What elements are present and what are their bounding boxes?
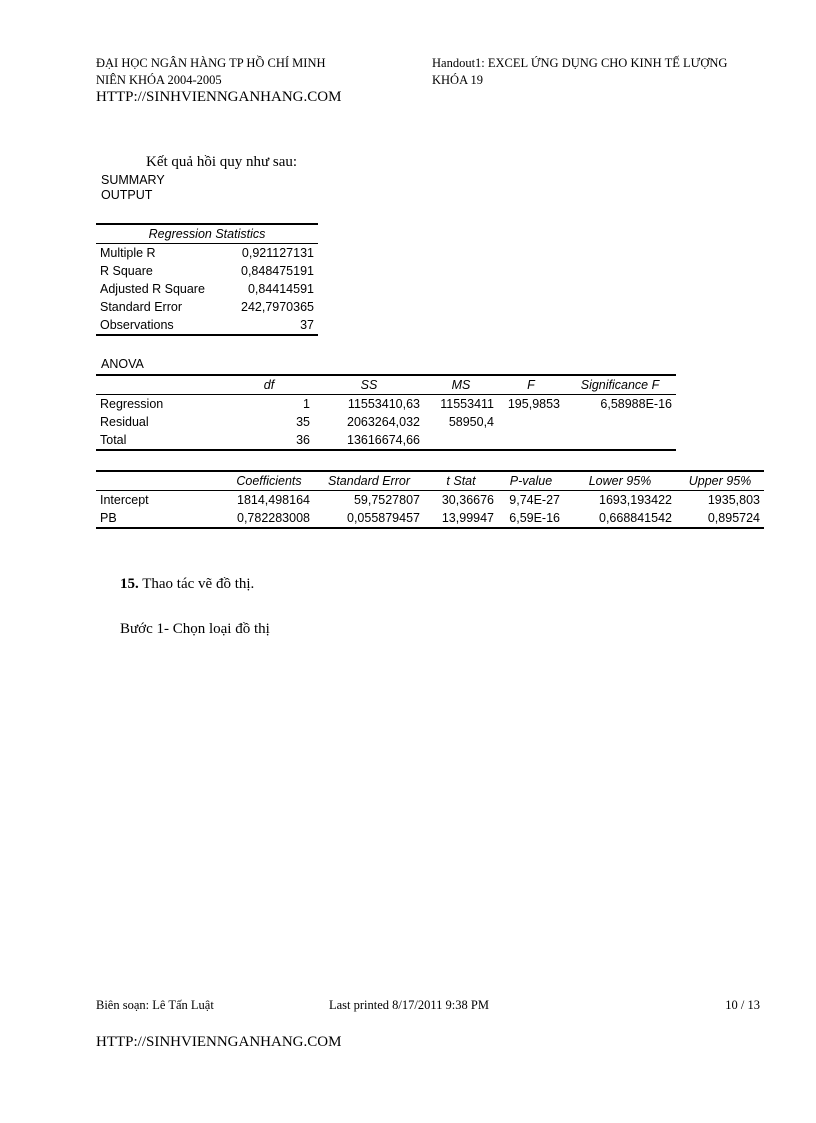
header-url: HTTP://SINHVIENNGANHANG.COM (96, 89, 342, 105)
table-row (96, 262, 318, 280)
section-heading (120, 576, 254, 593)
coefficients-header-cell: Lower 95% (564, 471, 676, 491)
summary-line1: SUMMARY (101, 173, 165, 187)
stat-label: Observations (96, 316, 225, 335)
summary-line2: OUTPUT (101, 188, 153, 202)
coefficients-header-cell: t Stat (424, 471, 498, 491)
table-cell: 0,782283008 (224, 509, 314, 528)
table-cell (498, 413, 564, 431)
table-row (96, 491, 764, 510)
coefficients-header-cell: Coefficients (224, 471, 314, 491)
table-row (96, 509, 764, 528)
table-cell: Intercept (100, 493, 149, 507)
footer-page-number: 10 / 13 (725, 998, 760, 1012)
table-cell: PB (96, 509, 224, 528)
header-right-line2: KHÓA 19 (432, 73, 484, 87)
section-step: Bước 1- Chọn loại đồ thị (120, 621, 270, 637)
table-cell: 2063264,032 (347, 415, 420, 429)
table-row (96, 298, 318, 316)
coefficients-header-row (96, 471, 764, 491)
stat-value: 0,84414591 (247, 282, 314, 296)
stat-label: R Square (100, 264, 153, 278)
stat-value: 0,921127131 (241, 246, 314, 260)
table-cell: 6,58988E-16 (600, 397, 672, 411)
table-cell: 58950,4 (448, 415, 494, 429)
coefficients-header-cell: Standard Error (314, 471, 424, 491)
header-left-line2: NIÊN KHÓA 2004-2005 (96, 73, 222, 87)
table-cell: 36 (224, 431, 314, 450)
stat-label: Standard Error (100, 300, 182, 314)
table-cell: 1693,193422 (599, 493, 672, 507)
table-cell (424, 431, 498, 450)
table-cell: 0,895724 (676, 509, 764, 528)
table-cell: 0,668841542 (564, 509, 676, 528)
table-row (96, 395, 676, 414)
table-cell: Residual (100, 415, 149, 429)
footer-printed: Last printed 8/17/2011 9:38 PM (329, 998, 489, 1012)
anova-header-cell: df (224, 375, 314, 395)
table-row (96, 280, 318, 298)
regression-statistics-header-row (96, 224, 318, 244)
footer-author: Biên soạn: Lê Tấn Luật (96, 998, 214, 1012)
table-cell: 30,36676 (441, 493, 494, 507)
anova-header-cell: Significance F (564, 375, 676, 395)
coefficients-header-cell: P-value (498, 471, 564, 491)
table-cell: 1814,498164 (237, 493, 310, 507)
table-cell: 6,59E-16 (498, 509, 564, 528)
header-right-line1: Handout1: EXCEL ỨNG DỤNG CHO KINH TẾ LƯỢNG (432, 56, 728, 70)
stat-value: 0,848475191 (241, 264, 314, 278)
header-left-line1: ĐẠI HỌC NGÂN HÀNG TP HỒ CHÍ MINH (96, 56, 326, 70)
anova-header-cell (96, 375, 224, 395)
coefficients-header-cell: Upper 95% (676, 471, 764, 491)
table-cell: 13,99947 (424, 509, 498, 528)
table-row (96, 244, 318, 263)
footer-url: HTTP://SINHVIENNGANHANG.COM (96, 1034, 342, 1050)
table-cell: 35 (296, 415, 310, 429)
anova-table (96, 374, 676, 451)
table-cell: 1935,803 (707, 493, 760, 507)
coefficients-header-cell (96, 471, 224, 491)
stat-label: Adjusted R Square (100, 282, 205, 296)
table-cell: 195,9853 (507, 397, 560, 411)
section-number: 15. (120, 576, 139, 592)
table-row (96, 413, 676, 431)
regression-statistics-table (96, 223, 318, 336)
table-cell (564, 431, 676, 450)
table-row (96, 316, 318, 335)
stat-label: Multiple R (100, 246, 156, 260)
anova-header-row (96, 375, 676, 395)
intro-text: Kết quả hồi quy như sau: (146, 154, 298, 170)
table-cell (564, 413, 676, 431)
table-cell: 11553410,63 (347, 397, 420, 411)
table-cell: 9,74E-27 (509, 493, 560, 507)
table-cell: 13616674,66 (314, 431, 424, 450)
anova-title: ANOVA (101, 357, 144, 371)
anova-header-cell: MS (424, 375, 498, 395)
coefficients-table (96, 470, 764, 529)
table-cell: 0,055879457 (314, 509, 424, 528)
stat-value: 242,7970365 (241, 300, 314, 314)
section-title: Thao tác vẽ đồ thị. (142, 576, 255, 592)
table-cell (498, 431, 564, 450)
table-cell: Total (96, 431, 224, 450)
regression-statistics-title: Regression Statistics (96, 224, 318, 244)
stat-value: 37 (225, 316, 318, 335)
table-cell: 11553411 (440, 397, 494, 411)
table-cell: Regression (100, 397, 164, 411)
table-cell: 1 (303, 397, 310, 411)
table-cell: 59,7527807 (353, 493, 420, 507)
anova-header-cell: SS (314, 375, 424, 395)
table-row (96, 431, 676, 450)
anova-header-cell: F (498, 375, 564, 395)
